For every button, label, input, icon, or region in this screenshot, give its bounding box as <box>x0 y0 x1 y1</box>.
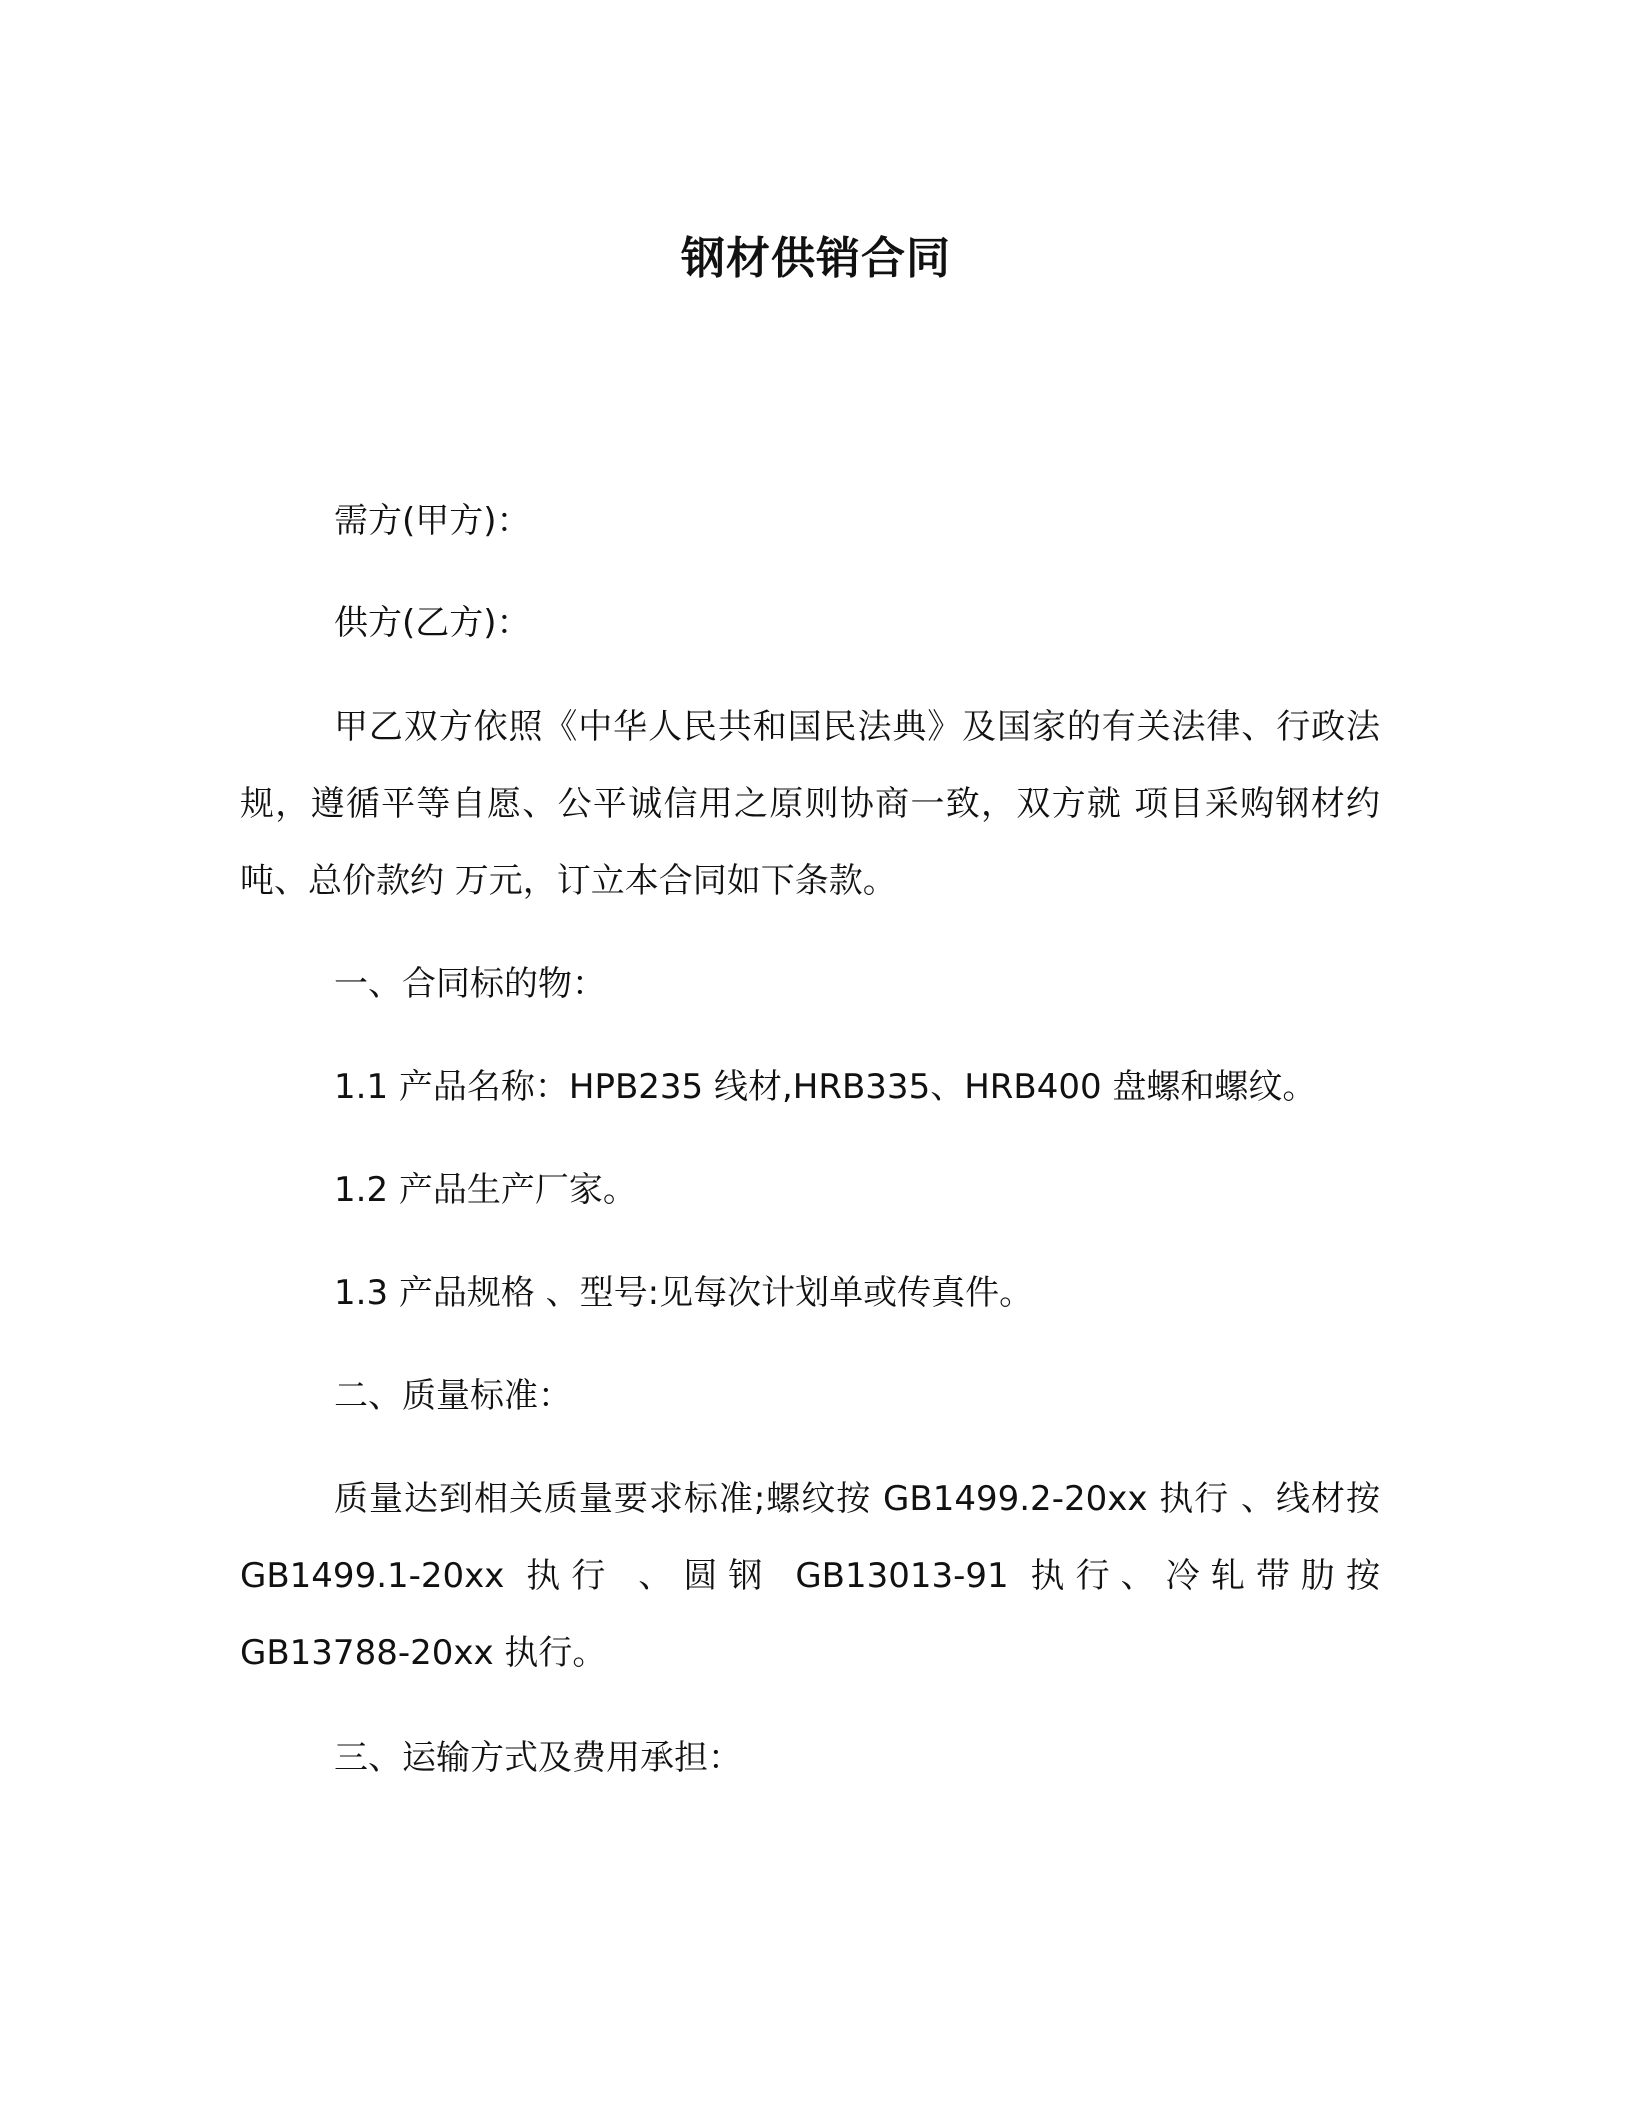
quality-paragraph: 质量达到相关质量要求标准;螺纹按 GB1499.2-20xx 执行 、线材按 GB1499.1-20xx 执行 、圆钢 GB13013-91 执行、冷轧带肋按 GB13788-20xx 执行。 <box>240 1479 1380 1673</box>
preamble-paragraph: 甲乙双方依照《中华人民共和国民法典》及国家的有关法律、行政法规，遵循平等自愿、公平诚信用之原则协商一致，双方就 项目采购钢材约 吨、总价款约 万元，订立本合同如下条款。 <box>240 707 1380 901</box>
item-1-2: 1.2 产品生产厂家。 <box>334 1170 637 1210</box>
party-a-label: 需方(甲方)： <box>334 501 531 541</box>
item-1-3: 1.3 产品规格 、型号:见每次计划单或传真件。 <box>334 1273 1034 1313</box>
section-2-heading: 二、质量标准： <box>334 1376 572 1416</box>
document-title: 钢材供销合同 <box>681 233 951 284</box>
section-3-heading: 三、运输方式及费用承担： <box>334 1738 742 1778</box>
section-1-heading: 一、合同标的物： <box>334 964 606 1004</box>
item-1-1: 1.1 产品名称：HPB235 线材,HRB335、HRB400 盘螺和螺纹。 <box>334 1067 1317 1107</box>
party-b-label: 供方(乙方)： <box>334 603 531 643</box>
